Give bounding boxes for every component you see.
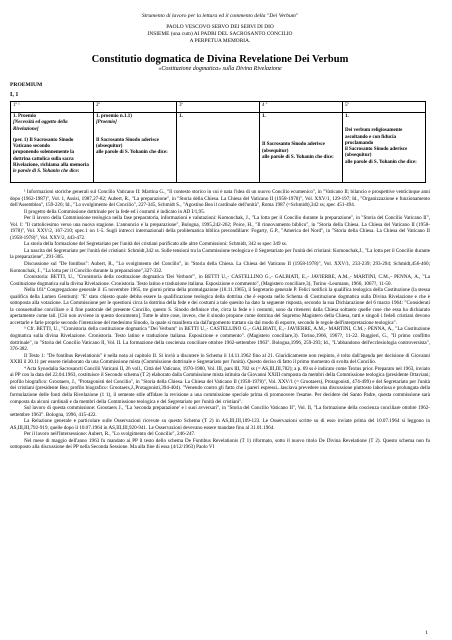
cell-text: [Proemio] [96,120,117,126]
column-header: 5º [343,102,426,113]
cell-text: (per. 1) Il Sacrosanto Sinodo Vaticano secondo [13,137,74,150]
footnote: ³ Cfr. BETTI, U., "Cronistoria della costituzione dogmatica "Dei Verbum" in BETTI U.,- CASTELLINO G.,- GALBIATI, E.,- JAVIERRE, A.M.,- MARTINI, C.M.,- PENNA, A., "La Costituzione dogmatica sulla divina Rivelazione. Cronistoria. Testo latino e traduzione italiana. Esposizione e commento". (Magistero conciliare,3). Torino,1966, 1967?, 11-22. Ruggieri, G., "Il primo conflitto dottrinale", in "Storia del Concilio Vaticano II, Vol. II. La formazione della coscienza conciliare ottobre 1962-settembre 1963". Bologna,1996, 259-293; Id., "L'abbandono dell'ecclesiologia controversista", 376-382. [10,326,430,353]
cell-text: alle parole di S. Yohanin che dice: [345,159,417,165]
synopsis-cell [11,113,94,183]
cell-text: 1. [179,114,183,119]
footnote: Sul lavoro di questa commissione: Grootaers J., "La 'seconda preparazione' e i suoi avversari", in "Storia del Concilio Vaticano II", Vol. II, "La formazione della coscienza conciliare ottobre 1962-settembre 1963". Bologna, 1996, 415-422. [10,405,430,418]
cell-text: 1. proemio n.1.1) [96,114,132,119]
footnote: Discussione sul "De fontibus": Aubert, R., "Lo svolgimento del Concilio", in "Storia della Chiesa. La Chiesa del Vaticano II (1958-1978)", Vol. XXV/1, 233-239; 293-294; Schmidt,456-460; Komonchak, J., "La lotta per il Concilio durante la preparazione",327-332. [10,261,430,274]
header-note: Strumento di lavoro per la lettura ed il commento della "Dei Verbum" [141,13,299,19]
header-line: PAOLO VESCOVO SERVO DEI SERVI DI DIO [166,24,274,30]
synopsis-table [10,101,426,183]
cell-text: 1. [262,114,266,119]
synopsis-cell [260,113,343,183]
header-line: A PERPETUA MEMORIA. [189,38,251,44]
cell-text: proponendo solennemente la dottrina cattolica sulla sacra Rivelazione, richiama alla memoria [13,150,89,169]
header-line: INSIEME (una cum) AI PADRI DEL SACROSANTO CONCILIO [147,31,293,37]
cell-text: 1. [345,114,349,119]
cell-text: alle parole di S. Yohanin che dice: [262,154,334,160]
footnote: Nel mese di maggio dell'anno 1963 fu mandato ai PP il testo dello schema De Fontibus Revelationis (T 1) riformato, sotto il nuovo titolo De Divina Revelatione (T 2). Questo schema non fu sottoposto alla discussione dei PP nella Seconda Sessione. Ma alla fine di essa (4/12/1963) Paolo VI [10,437,430,451]
footnote: La storia della formazione del Segretariato per l'unità dei cristiani purificato alle altre Commissioni: Schmidt, 342 ss spec 349 ss. [24,241,288,248]
footnote: Per il lavoro della Commissione teologica nella fase preparatoria, informazioni e valutazioni: Komonchak, J., "La lotta per il Concilio durante la preparazione", in "Storia del Concilio Vaticano II", Vol. I: "Il cattolicesimo verso una nuova stagione. L'annuncio e la preparazione", Bologna, 1995,242-262; Poice, H., "Il rinnovamento biblico", in "Storia della Chiesa. La Chiesa del Vaticano II (1958-1978)", Vol. XXV/2, 167-210; spec.1 on 1-5. Sugli intrecci internazionali della problematica biblica precondiliare: Fogarty, G.P., "America del Nord", in "Storia della Chiesa. La Chiesa del Vaticano II (1958-1978)", Vol. XXV/2, 443-472. [10,215,430,241]
footnote: ⁴ Acta Synodalia Sacrosancti Concilii Vaticani II, 26 voll., Città del Vaticano, 1970-1980, Vol. III, pars III, 782 ss (= AS,III,III,782); a p. 69 ss è indicato come Textus prior. Preparato nel 1963, inviato ai PP con la data del 22.04.1963, costituisce il Secondo schema (T 2) elaborato dalla Commissione mista istituita da Giovanni XXIII composta da membri della Commissione teologica (presidente Ottaviani; profilo biografico: Grootaers, J., "Protagonisti del Concilio", in "Storia della Chiesa. La Chiesa del Vaticano II (1958-1978)", Vol. XXV/1 (= Grootaers), Protagonisti, 474-499) e del Segretariato per l'unità dei cristiani (presidente Bea; profilo biografico: Grootaers,J.,Protagonisti,394-404). "Venendo contro gli fatto che i pareri espressi...lasciava prevedere una discussione piuttosto laboriosa e prolungata della formulazione delle fonti della Rivelazione (1 1), il semente stile affidare la revisione a una commissione speciale prima di promuovere l'esame. Per decidere del Santo Padre, questa commissione sarà composta da alcuni cardinali e da membri della Commissione teologica e del Segretariato per l'unità dei cristiani". [10,365,431,405]
cell-text: Dei verbum religiosamente ascoltando e con fiducia proclamando [345,128,403,146]
footnote: La Relazione generale e particolare sulle Osservazioni ricevute su questo Schema (T 2) in AS,III,III,109-123. Le Osservazioni scritte su di esso inviate prima del 10.07.1964 si leggono in AS,III,III,792-919, quelle dopo il 10.07.1964 in AS,III,III,920-941. Le Osservazioni devevano essere mandate fino al 31.01.1964. [10,418,430,431]
footnote: Cronistoria: BETTI, U., "Cronistoria della costituzione dogmatica 'Dei Verbum'", in BETTI U.,- CASTELLINO G.,- GALBIATI, E.,- JAVIERRE, A.M.,- MARTINI, C.M.,- PENNA, A., "La Costituzione dogmatica sulla divina Rivelazione. Cronistoria. Testo latino e traduzione italiana. Esposizione e commento", (Magistero conciliare,3), Torino -Leumann, 1966, 1067?, 11-50. [10,274,430,287]
footnote: Il progetto della Commissione dottrinale per la fede ed i costumi è indicato in AD I/1,95. [24,208,205,215]
cell-text: le parole di S. Yohanin che dice: [13,169,80,175]
column-header: 3º [177,102,260,113]
cell-text: Il Sacrosanto Sinodo aderisce (obsequitur) [96,137,159,149]
section-heading: PROEMIUM [10,82,43,88]
footnote: ¹ Informazioni storiche generali sul Concilio Vaticano II: Martina G., "Il contesto storico in cui è nata l'idea di un nuovo Concilio ecumenico", in "Vaticano II; bilancio e prospettive venticinque anni dopo (1962-1987)", Vol. 1, Assisi, 1987,27-82; Aubert, R., "La preparazione", in "Storia della Chiesa. La Chiesa del Vaticano II (1958-1978)", Vol. XXV/1, 129-197; Id., "Organizzazione e funzionamento dell'Assemblea", 159-226; Id., "Lo svolgimento del Concilio", 227-345, Schmidt S., "Agostino Bea il cardinale dell'unità", Roma 1987 (=Schmidt),342 ss; spec 451-494. [10,189,430,209]
synopsis-cell [94,113,177,183]
column-header: 1º ¹ [11,102,94,113]
cell-text: Il Sacrosanto Sinodo aderisce (obsequitur) [262,142,325,154]
column-header: 4 º [260,102,343,113]
footnote: La nascita del Segretariato per l'unità dei cristiani: Schmidt,342 ss. Sulle tensioni tra la Commissione teologica e il Segretariato per l'unità dei cristiani: Komonchak,J., "La lotta per il Concilio durante la preparazione", 291-305. [10,247,430,261]
footnote: Il Testo 1: "De fontibus Revelationis" è nella nota al capitolo II. Si inviò a discutere lo Schema il 14.11.1962 fino al 21. Giuridicamente non respinto, è tolto dall'agenda per decisione di Giovanni XXIII il 20.11 per essere rielaborato da una Commissione mista (Commissione dottrinale e Segretariato per l'unità). Questo deciso di fatto il primo momento di svolta del Concilio. [10,352,430,366]
cell-text: [Necessità ed oggetto della Rivelazione] [13,120,68,132]
footnotes [10,189,430,451]
column-header: 2º [94,102,177,113]
page-number: 1 [425,630,428,636]
cell-text: il Sacrosanto Sinodo aderisce (obsequitur) [345,147,408,159]
document-title: Constitutio dogmatica de Divina Revelatione Dei Verbum [91,54,349,65]
synopsis-cell [177,113,260,183]
section-number: I, 1 [10,92,19,98]
footnote: Per il lavoro nell'Intersessione: Aubert, R., "Lo svolgimento del Concilio", 246-247. [24,431,196,438]
document-subtitle: «Costituzione dogmatica» sulla Divina Rivelazione [158,66,282,72]
synopsis-cell [343,113,426,183]
footnote: Nella 161ª Congregazione generale il 15 novembre 1965, tre giorni prima della promulgazione (18.11.1965), il Segretario generale P. Felici notificò la qualifica teologica della Costituzione (la stessa qualifica della Lumen Gentium): "E' stato chiesto quale debba essere la qualificazione teologica della dottrina che è esposta nello Schema di Costituzione dogmatica sulla Divina Rivelazione e che è sottoposta alla votazione. La Commissione per le questioni circa la dottrina della fede e dei costumi a tale quesito ha dato la seguente risposta, secondo la sua Dichiarazione del 6 marzo 1964: "Considerati la consuetudine conciliare e il fine pastorale del presente Concilio, questo S. Sinodo definisce che, circa la fede e i costumi, sono da ritenersi dalla Chiesa soltanto quelle cose che essa ha dichiarato apertamente come tali. [Ciò non avviene in questo documento]. Tutte le altre cose, invece, che il sinodo propone come dottrina del Supremo Magistero della Chiesa, tutti e singoli i fedeli cristiani devono accettarle e farle proprie secondo l'intenzione del medesimo Sinodo, la quale si manifesta sia dall'argomento trattato sia dal modo di esporre, secondo le regole dell'interpretazione teologica". [10,287,430,326]
cell-text: 1. Proemio [13,114,36,119]
cell-text: alle parole di S. Yohanin che dice: [96,150,168,156]
header-block [8,24,432,45]
